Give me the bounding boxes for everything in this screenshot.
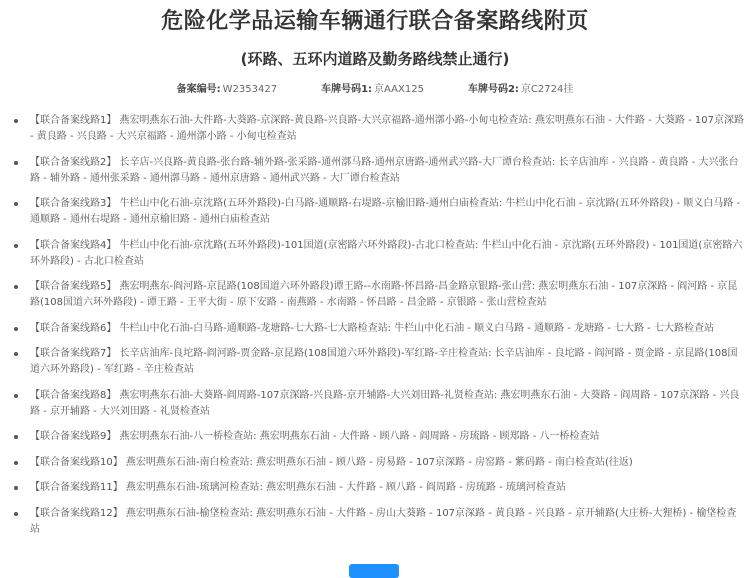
route-item: 【联合备案线路2】 长辛店-兴良路-黄良路-张台路-辅外路-张采路-通州漷马路-通州京唐路-通州武兴路-大厂谭台检查站: 长辛店油库 - 兴良路 - 黄良路 - 大兴张台路 - 辅外路 - 通州张采路 - 通州漷马路 - 通州京唐路 - 通州武兴路 - 大厂谭台检查站 [30,155,746,187]
route-item: 【联合备案线路9】 燕宏明燕东石油-八一桥检查站: 燕宏明燕东石油 - 大件路 - 顾八路 - 阎周路 - 房琉路 - 顾郑路 - 八一桥检查站 [30,429,746,445]
page-subtitle: (环路、五环内道路及勤务路线禁止通行) [240,50,510,68]
route-item: 【联合备案线路10】 燕宏明燕东石油-南白检查站: 燕宏明燕东石油 - 顾八路 - 房易路 - 107京深路 - 房窑路 - 紫码路 - 南白检查站(往返) [30,455,746,471]
record-number-label: 备案编号: [176,84,221,95]
plate-number-1 [321,82,424,98]
plate-number-1-value: 京AAX125 [374,84,424,95]
record-number-value: W2353427 [222,84,278,95]
route-item: 【联合备案线路3】 牛栏山中化石油-京沈路(五环外路段)-白马路-通顺路-右堤路-京榆旧路-通州白庙检查站: 牛栏山中化石油 - 京沈路(五环外路段) - 顺义白马路 - 通顺路 - 通州右堤路 - 通州京榆旧路 - 通州白庙检查站 [30,196,746,228]
plate-number-2-label: 车牌号码2: [467,84,519,95]
route-item: 【联合备案线路11】 燕宏明燕东石油-琉璃河检查站: 燕宏明燕东石油 - 大件路 - 顾八路 - 阎周路 - 房琉路 - 琉璃河检查站 [30,480,746,496]
plate-number-2-value: 京C2724挂 [520,84,574,95]
route-item: 【联合备案线路5】 燕宏明燕东-阎河路-京昆路(108国道六环外路段)谭王路--水南路-怀昌路-昌金路京银路-张山营: 燕宏明燕东石油 - 107京深路 - 阎河路 - 京昆路(108国道六环外路段) - 谭王路 - 王平大街 - 原下安路 - 南燕路 - 水南路 - 怀昌路 - 昌金路 - 京银路 - 张山营检查站 [30,279,746,311]
record-meta [0,82,750,98]
route-list [0,113,750,538]
route-item: 【联合备案线路6】 牛栏山中化石油-白马路-通顺路-龙塘路-七大路-七大路检查站: 牛栏山中化石油 - 顺义白马路 - 通顺路 - 龙塘路 - 七大路 - 七大路检查站 [30,321,746,337]
plate-number-1-label: 车牌号码1: [321,84,373,95]
route-item: 【联合备案线路1】 燕宏明燕东石油-大件路-大葵路-京深路-黄良路-兴良路-大兴京福路-通州漷小路-小甸屯检查站: 燕宏明燕东石油 - 大件路 - 大葵路 - 107京深路 - 黄良路 - 兴良路 - 大兴京福路 - 通州漷小路 - 小甸屯检查站 [30,113,746,145]
plate-number-2 [468,82,573,98]
record-number [177,82,277,98]
route-item: 【联合备案线路7】 长辛店油库-良坨路-阎河路-贾金路-京昆路(108国道六环外路段)-军红路-辛庄检查站: 长辛店油库 - 良坨路 - 阎河路 - 贾金路 - 京昆路(108国道六环外路段) - 军红路 - 辛庄检查站 [30,346,746,378]
route-item: 【联合备案线路12】 燕宏明燕东石油-榆垡检查站: 燕宏明燕东石油 - 大件路 - 房山大葵路 - 107京深路 - 黄良路 - 兴良路 - 京开辅路(大庄桥-大狸桥) - 榆垡检查站 [30,506,746,538]
action-button[interactable] [349,564,399,578]
route-item: 【联合备案线路4】 牛栏山中化石油-京沈路(五环外路段)-101国道(京密路六环外路段)-古北口检查站: 牛栏山中化石油 - 京沈路(五环外路段) - 101国道(京密路六环外路段) - 古北口检查站 [30,238,746,270]
route-item: 【联合备案线路8】 燕宏明燕东石油-大葵路-阎周路-107京深路-兴良路-京开辅路-大兴刘田路-礼贤检查站: 燕宏明燕东石油 - 大葵路 - 阎周路 - 107京深路 - 兴良路 - 京开辅路 - 大兴刘田路 - 礼贤检查站 [30,388,746,420]
page-title: 危险化学品运输车辆通行联合备案路线附页 [161,9,589,34]
